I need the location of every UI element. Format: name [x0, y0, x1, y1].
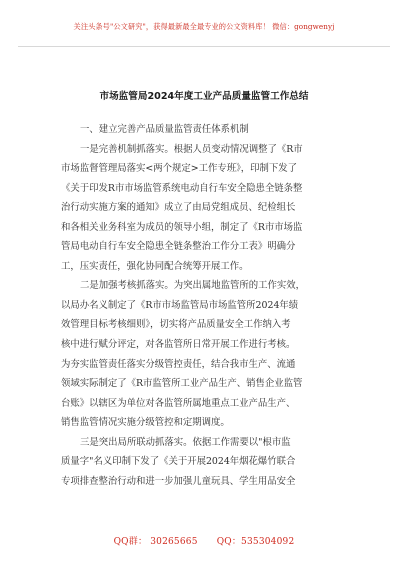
body-line: 治行动实施方案的通知》成立了由局党组成员、纪检组长	[61, 202, 296, 214]
footer-qq-group: QQ群： 30265665	[113, 537, 198, 547]
body-line: 管局电动自行车安全隐患全链条整治工作分工表》明确分	[61, 241, 296, 253]
body-line: 核中进行赋分评定，对各监管所日常开展工作进行考核。	[61, 339, 296, 351]
body-line: 一是完善机制抓落实。根据人员变动情况调整了《R市	[80, 143, 303, 155]
body-line: 领域实际制定了《R市监管所工业产品生产、销售企业监管	[61, 378, 303, 390]
body-line: 市场监督管理局落实<两个规定>工作专班》，印制下发了	[61, 163, 298, 175]
footer-contact	[0, 534, 408, 547]
body-line: 台账》以辖区为单位对各监管所属地重点工业产品生产、	[61, 397, 296, 409]
body-line: 效管理目标考核细则》，切实将产品质量安全工作纳入考	[61, 319, 291, 331]
footer-qq-number: QQ：535304092	[216, 537, 295, 547]
header-divider	[18, 46, 390, 47]
body-line: 二是加强考核抓落实。为突出属地监管所的工作实效，	[80, 280, 306, 292]
body-line: 销售监管情况实施分级管控和定期调度。	[61, 417, 230, 429]
document-title: 市场监管局2024年度工业产品质量监管工作总结	[99, 91, 309, 102]
document-body	[61, 120, 357, 491]
body-line: 三是突出局所联动抓落实。依据工作需要以"根市监	[80, 436, 291, 448]
body-line: 和各相关业务科室为成员的领导小组，制定了《R市市场监	[61, 221, 303, 233]
body-line: 为夯实监管责任落实分级管控责任，结合我市生产、流通	[61, 358, 296, 370]
header-banner: 关注头条号"公文研究"，获得最新最全最专业的公文资料库！ 微信：gongwenyj	[73, 22, 335, 31]
body-line: 质量字"名义印制下发了《关于开展2024年烟花爆竹联合	[61, 456, 296, 468]
body-line: 以局办名义制定了《R市市场监管局市场监管所2024年绩	[61, 299, 299, 311]
body-line: 《关于印发R市市场监管系统电动自行车安全隐患全链条整	[61, 182, 303, 194]
body-line: 工，压实责任，强化协同配合统筹开展工作。	[61, 260, 249, 272]
section-heading: 一、建立完善产品质量监管责任体系机制	[80, 124, 249, 135]
body-line: 专项排查整治行动和进一步加强儿童玩具、学生用品安全	[61, 475, 296, 487]
